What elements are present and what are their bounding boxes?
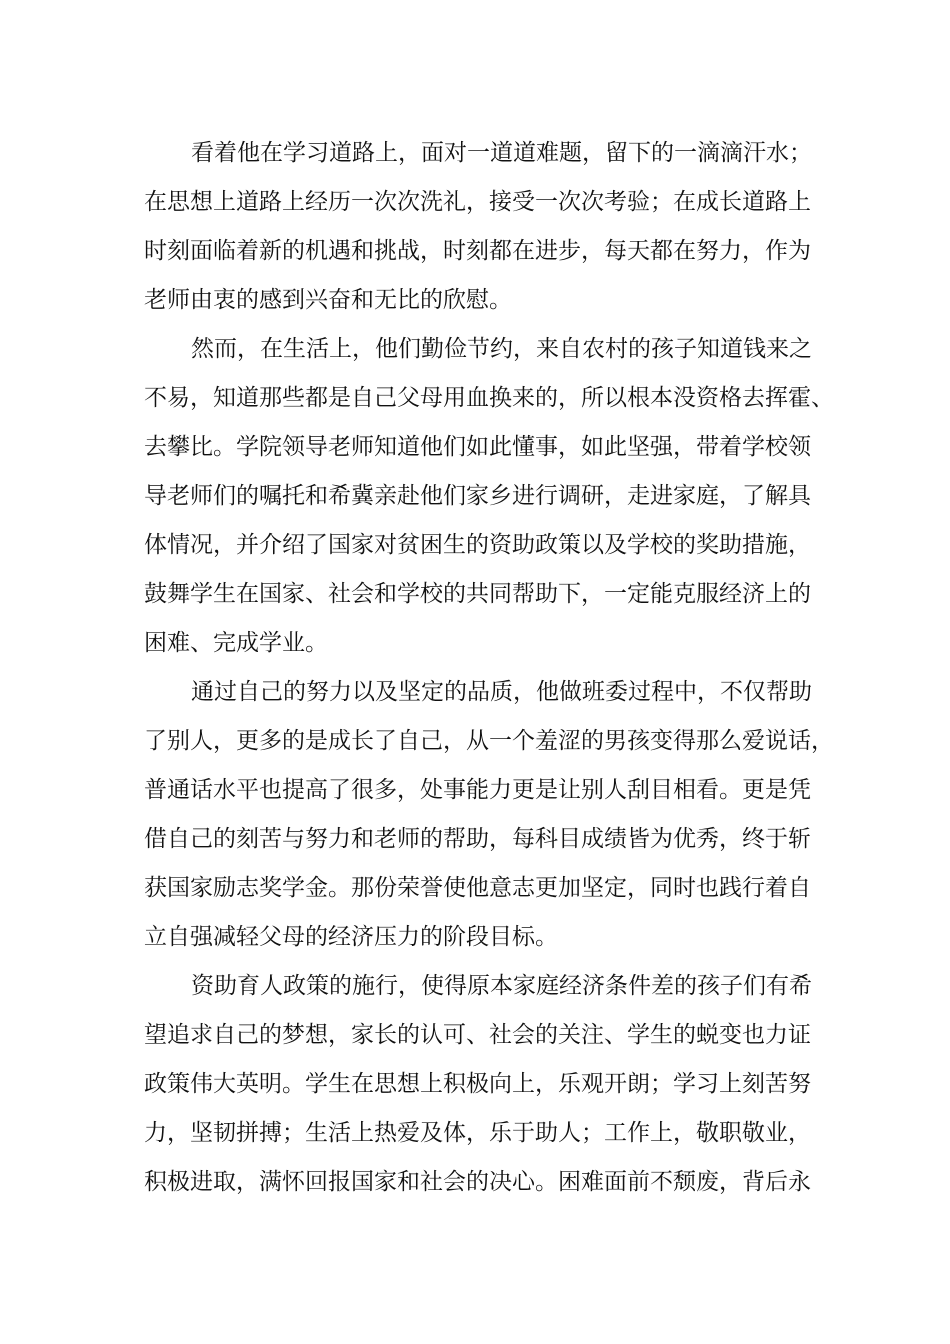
text-line: 去攀比。学院领导老师知道他们如此懂事，如此坚强，带着学校领 <box>144 434 811 460</box>
text-line: 导老师们的嘱托和希冀亲赴他们家乡进行调研，走进家庭，了解具 <box>144 483 811 509</box>
text-line: 资助育人政策的施行，使得原本家庭经济条件差的孩子们有希 <box>191 973 812 999</box>
text-line: 借自己的刻苦与努力和老师的帮助，每科目成绩皆为优秀，终于斩 <box>144 826 811 852</box>
text-line: 望追求自己的梦想，家长的认可、社会的关注、学生的蜕变也力证 <box>144 1022 811 1048</box>
text-line: 看着他在学习道路上，面对一道道难题，留下的一滴滴汗水； <box>191 140 812 166</box>
text-line: 鼓舞学生在国家、社会和学校的共同帮助下，一定能克服经济上的 <box>144 581 811 607</box>
text-line: 获国家励志奖学金。那份荣誉使他意志更加坚定，同时也践行着自 <box>144 875 811 901</box>
text-line: 政策伟大英明。学生在思想上积极向上，乐观开朗；学习上刻苦努 <box>144 1071 811 1097</box>
text-line: 在思想上道路上经历一次次洗礼，接受一次次考验；在成长道路上 <box>144 189 811 215</box>
text-line: 老师由衷的感到兴奋和无比的欣慰。 <box>144 287 512 313</box>
text-line: 不易，知道那些都是自己父母用血换来的，所以根本没资格去挥霍、 <box>144 385 834 411</box>
text-line: 立自强减轻父母的经济压力的阶段目标。 <box>144 924 558 950</box>
text-line: 然而，在生活上，他们勤俭节约，来自农村的孩子知道钱来之 <box>191 336 812 362</box>
text-line: 通过自己的努力以及坚定的品质，他做班委过程中，不仅帮助 <box>191 679 812 705</box>
text-line: 时刻面临着新的机遇和挑战，时刻都在进步，每天都在努力，作为 <box>144 238 811 264</box>
text-line: 了别人，更多的是成长了自己，从一个羞涩的男孩变得那么爱说话， <box>144 728 834 754</box>
text-line: 普通话水平也提高了很多，处事能力更是让别人刮目相看。更是凭 <box>144 777 811 803</box>
text-line: 困难、完成学业。 <box>144 630 328 656</box>
text-line: 力，坚韧拼搏；生活上热爱及体，乐于助人；工作上，敬职敬业， <box>144 1120 811 1146</box>
text-line: 体情况，并介绍了国家对贫困生的资助政策以及学校的奖助措施， <box>144 532 811 558</box>
text-line: 积极进取，满怀回报国家和社会的决心。困难面前不颓废，背后永 <box>144 1169 811 1195</box>
